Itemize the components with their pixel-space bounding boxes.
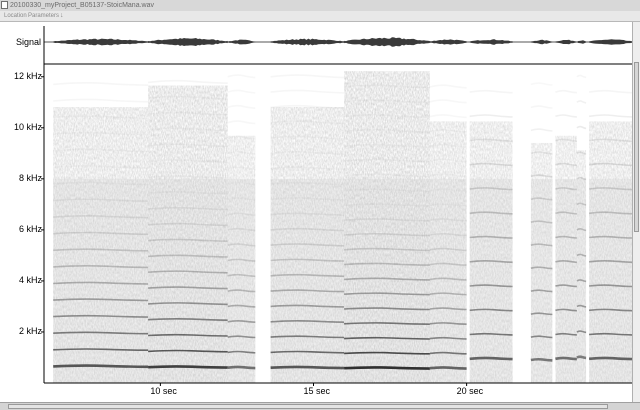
sound-segment-8 (555, 91, 577, 383)
sound-segment-1 (148, 81, 228, 383)
vertical-scroll-thumb[interactable] (634, 62, 639, 232)
vertical-scrollbar[interactable] (632, 22, 640, 402)
sound-segment-4 (344, 71, 430, 383)
horizontal-scrollbar[interactable] (0, 402, 640, 410)
y-tick-label-4: 4 kHz (18, 274, 42, 285)
menu-location[interactable]: Location (4, 13, 27, 19)
signal-envelope-5 (430, 39, 467, 44)
y-tick-label-0: 12 kHz (13, 70, 42, 81)
signal-envelope-2 (228, 40, 256, 45)
signal-envelope-0 (53, 39, 148, 46)
sound-segment-10 (589, 91, 632, 383)
y-tick-label-1: 10 kHz (13, 121, 42, 132)
x-tick-label-1: 15 sec (303, 386, 331, 396)
signal-envelope-4 (344, 37, 430, 46)
y-tick-label-2: 8 kHz (18, 172, 42, 183)
signal-track-label: Signal (16, 37, 42, 47)
horizontal-scroll-thumb[interactable] (8, 404, 608, 409)
sound-segment-7 (531, 83, 553, 383)
menu-parameters[interactable]: Parameters (28, 13, 60, 19)
signal-envelope-3 (271, 39, 345, 46)
signal-envelope-10 (589, 39, 632, 44)
pin-icon[interactable]: ↓ (60, 12, 64, 19)
signal-envelope-7 (531, 40, 553, 44)
signal-envelope-9 (577, 40, 586, 43)
window-title: 20100330_myProject_B05137-StoicMana.wav (10, 2, 154, 9)
y-tick-label-3: 6 kHz (18, 223, 42, 234)
x-tick-label-0: 10 sec (150, 386, 177, 396)
x-tick-label-2: 20 sec (456, 386, 484, 396)
signal-envelope-1 (148, 38, 228, 46)
sound-segment-2 (228, 75, 256, 383)
sound-segment-6 (470, 91, 513, 383)
sound-segment-3 (271, 75, 345, 383)
signal-envelope-8 (555, 40, 577, 45)
sound-segment-9 (577, 75, 586, 383)
sound-segment-5 (430, 85, 467, 383)
sound-segment-0 (53, 83, 148, 383)
spectrogram-image (44, 37, 632, 383)
signal-envelope-6 (470, 39, 513, 45)
y-tick-label-5: 2 kHz (18, 325, 42, 336)
